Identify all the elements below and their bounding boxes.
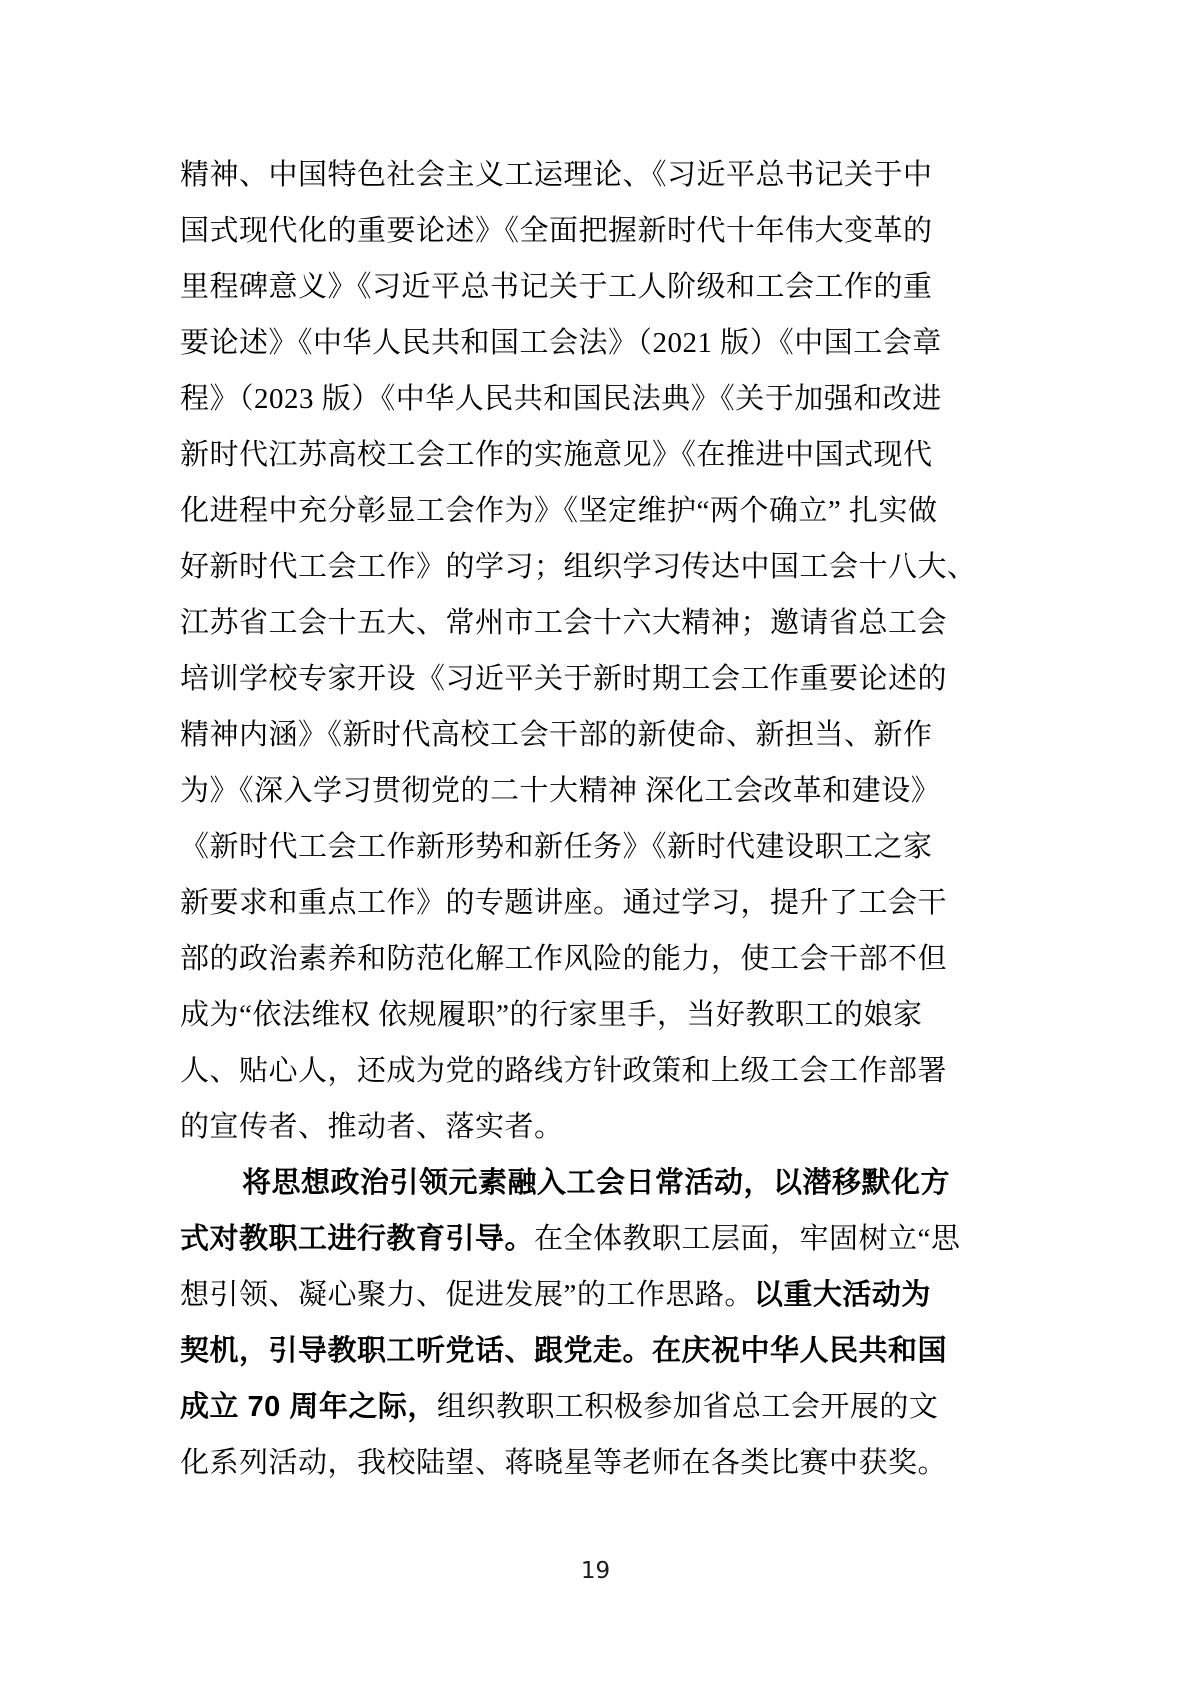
text-segment: 精神内涵》《新时代高校工会干部的新使命、新担当、新作 (180, 719, 933, 751)
text-segment: 要论述》《中华人民共和国工会法》（2021 版）《中国工会章 (180, 327, 942, 359)
text-line (180, 1155, 992, 1211)
text-segment: 国式现代化的重要论述》《全面把握新时代十年伟大变革的 (180, 215, 933, 247)
text-line (180, 1043, 992, 1099)
text-line (180, 1267, 992, 1323)
text-line (180, 819, 992, 875)
bold-text-segment: 契机，引导教职工听党话、跟党走。在庆祝中华人民共和国 (180, 1335, 948, 1367)
text-line (180, 1379, 992, 1435)
text-line (180, 931, 992, 987)
text-segment: 好新时代工会工作》的学习；组织学习传达中国工会十八大、 (180, 551, 977, 583)
text-line (180, 595, 992, 651)
text-segment: 人、贴心人，还成为党的路线方针政策和上级工会工作部署 (180, 1055, 948, 1087)
text-line (180, 539, 992, 595)
bold-text-segment: 以重大活动为 (753, 1279, 931, 1311)
bold-text-segment: 将思想政治引领元素融入工会日常活动，以潜移默化方 (242, 1167, 951, 1199)
text-line (180, 707, 992, 763)
text-segment: 新要求和重点工作》的专题讲座。通过学习，提升了工会干 (180, 887, 948, 919)
bold-text-segment: 式对教职工进行教育引导。 (180, 1223, 535, 1255)
text-line (180, 651, 992, 707)
text-line (180, 371, 992, 427)
text-line (180, 1099, 992, 1155)
text-line (180, 1211, 992, 1267)
text-segment: 化进程中充分彰显工会作为》《坚定维护“两个确立” 扎实做 (180, 495, 938, 527)
text-line (180, 763, 992, 819)
text-line (180, 315, 992, 371)
text-line (180, 203, 992, 259)
text-segment: 化系列活动，我校陆望、蒋晓星等老师在各类比赛中获奖。 (180, 1447, 948, 1479)
page-number: 19 (580, 1558, 611, 1584)
text-line (180, 1323, 992, 1379)
text-segment: 部的政治素养和防范化解工作风险的能力，使工会干部不但 (180, 943, 948, 975)
text-line (180, 1435, 992, 1491)
text-segment: 程》（2023 版）《中华人民共和国民法典》《关于加强和改进 (180, 383, 942, 415)
text-segment: 组织教职工积极参加省总工会开展的文 (436, 1391, 939, 1423)
bold-text-segment: 成立 70 周年之际， (180, 1391, 437, 1423)
text-segment: 《新时代工会工作新形势和新任务》《新时代建设职工之家 (180, 831, 933, 863)
text-segment: 里程碑意义》《习近平总书记关于工人阶级和工会工作的重 (180, 271, 933, 303)
text-segment: 为》《深入学习贯彻党的二十大精神 深化工会改革和建设》 (180, 775, 941, 807)
text-segment: 江苏省工会十五大、常州市工会十六大精神；邀请省总工会 (180, 607, 948, 639)
text-segment: 在全体教职工层面，牢固树立“思 (534, 1223, 961, 1255)
text-line (180, 987, 992, 1043)
text-segment: 新时代江苏高校工会工作的实施意见》《在推进中国式现代 (180, 439, 933, 471)
text-segment: 的宣传者、推动者、落实者。 (180, 1111, 564, 1143)
text-line (180, 147, 992, 203)
text-line (180, 259, 992, 315)
text-segment: 培训学校专家开设《习近平关于新时期工会工作重要论述的 (180, 663, 948, 695)
text-segment: 精神、中国特色社会主义工运理论、《习近平总书记关于中 (180, 159, 933, 191)
text-line (180, 483, 992, 539)
text-segment: 想引领、凝心聚力、促进发展”的工作思路。 (180, 1279, 754, 1311)
body-text (180, 147, 992, 1491)
text-segment: 成为“依法维权 依规履职”的行家里手，当好教职工的娘家 (180, 999, 923, 1031)
text-line (180, 875, 992, 931)
text-line (180, 427, 992, 483)
